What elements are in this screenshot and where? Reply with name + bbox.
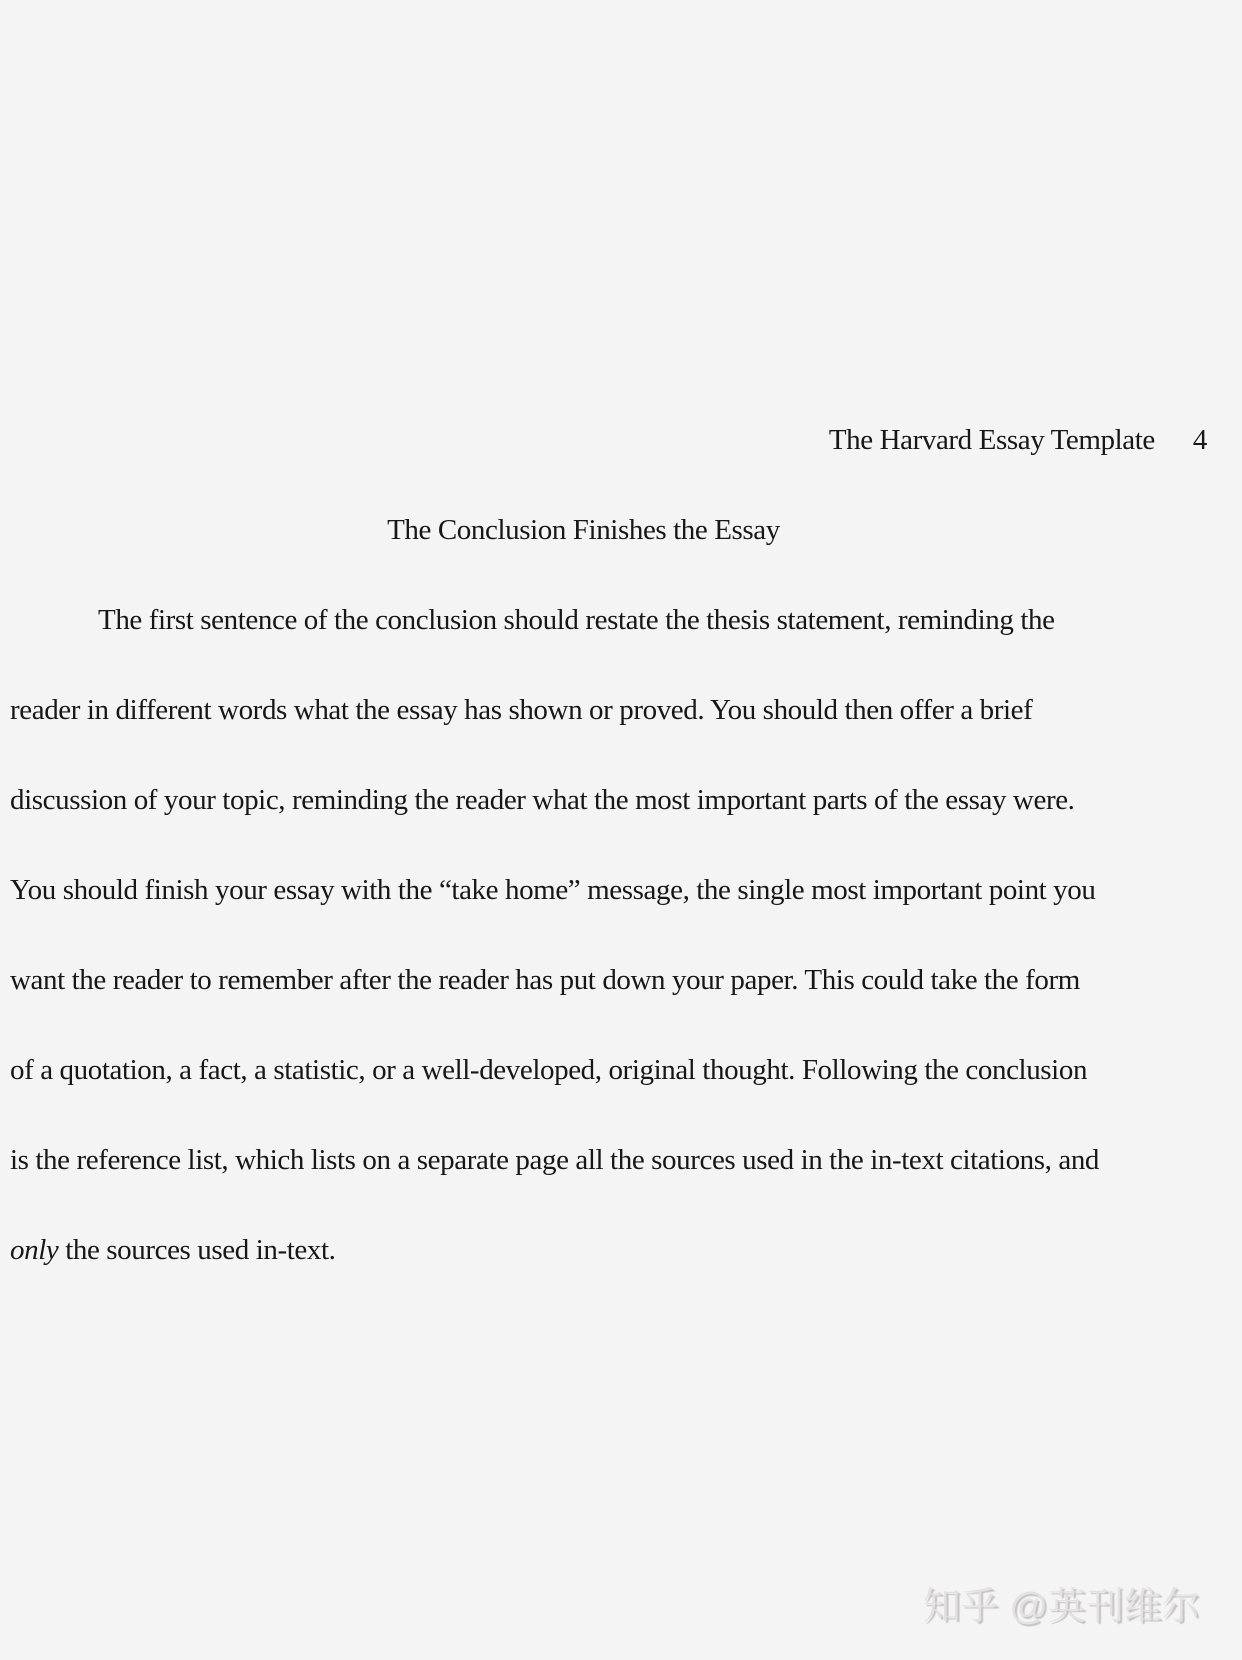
paragraph-line-text: The first sentence of the conclusion should restate the thesis statement, reminding the — [98, 604, 1055, 636]
paragraph-line — [10, 1025, 1207, 1115]
paragraph-line — [10, 755, 1207, 845]
section-heading: The Conclusion Finishes the Essay — [387, 514, 780, 546]
paragraph-line-text: You should finish your essay with the “take home” message, the single most important point you — [10, 874, 1096, 906]
paragraph-line-text: is the reference list, which lists on a separate page all the sources used in the in-text citations, and — [10, 1144, 1100, 1176]
paragraph-line — [10, 575, 1207, 665]
zhihu-watermark: 知乎 @英刊维尔 — [922, 1586, 1200, 1628]
running-header — [10, 395, 1207, 485]
paragraph-line — [10, 1205, 1207, 1295]
paragraph-line-text: want the reader to remember after the reader has put down your paper. This could take the form — [10, 964, 1080, 996]
paragraph-line — [10, 1115, 1207, 1205]
running-header-title: The Harvard Essay Template — [828, 424, 1155, 456]
paragraph-line — [10, 935, 1207, 1025]
document-content — [10, 395, 1207, 1295]
page-number: 4 — [1192, 424, 1207, 456]
paragraph-line-text: discussion of your topic, reminding the reader what the most important parts of the essay were. — [10, 784, 1075, 816]
paragraph-line — [10, 665, 1207, 755]
paragraph-line-italic-word: only — [10, 1234, 59, 1266]
paragraph-line — [10, 845, 1207, 935]
paragraph-line-text: the sources used in-text. — [58, 1234, 336, 1266]
paragraph-line-text: of a quotation, a fact, a statistic, or a well-developed, original thought. Following the conclusion — [10, 1054, 1088, 1086]
paragraph-line-text: reader in different words what the essay has shown or proved. You should then offer a brief — [10, 694, 1033, 726]
